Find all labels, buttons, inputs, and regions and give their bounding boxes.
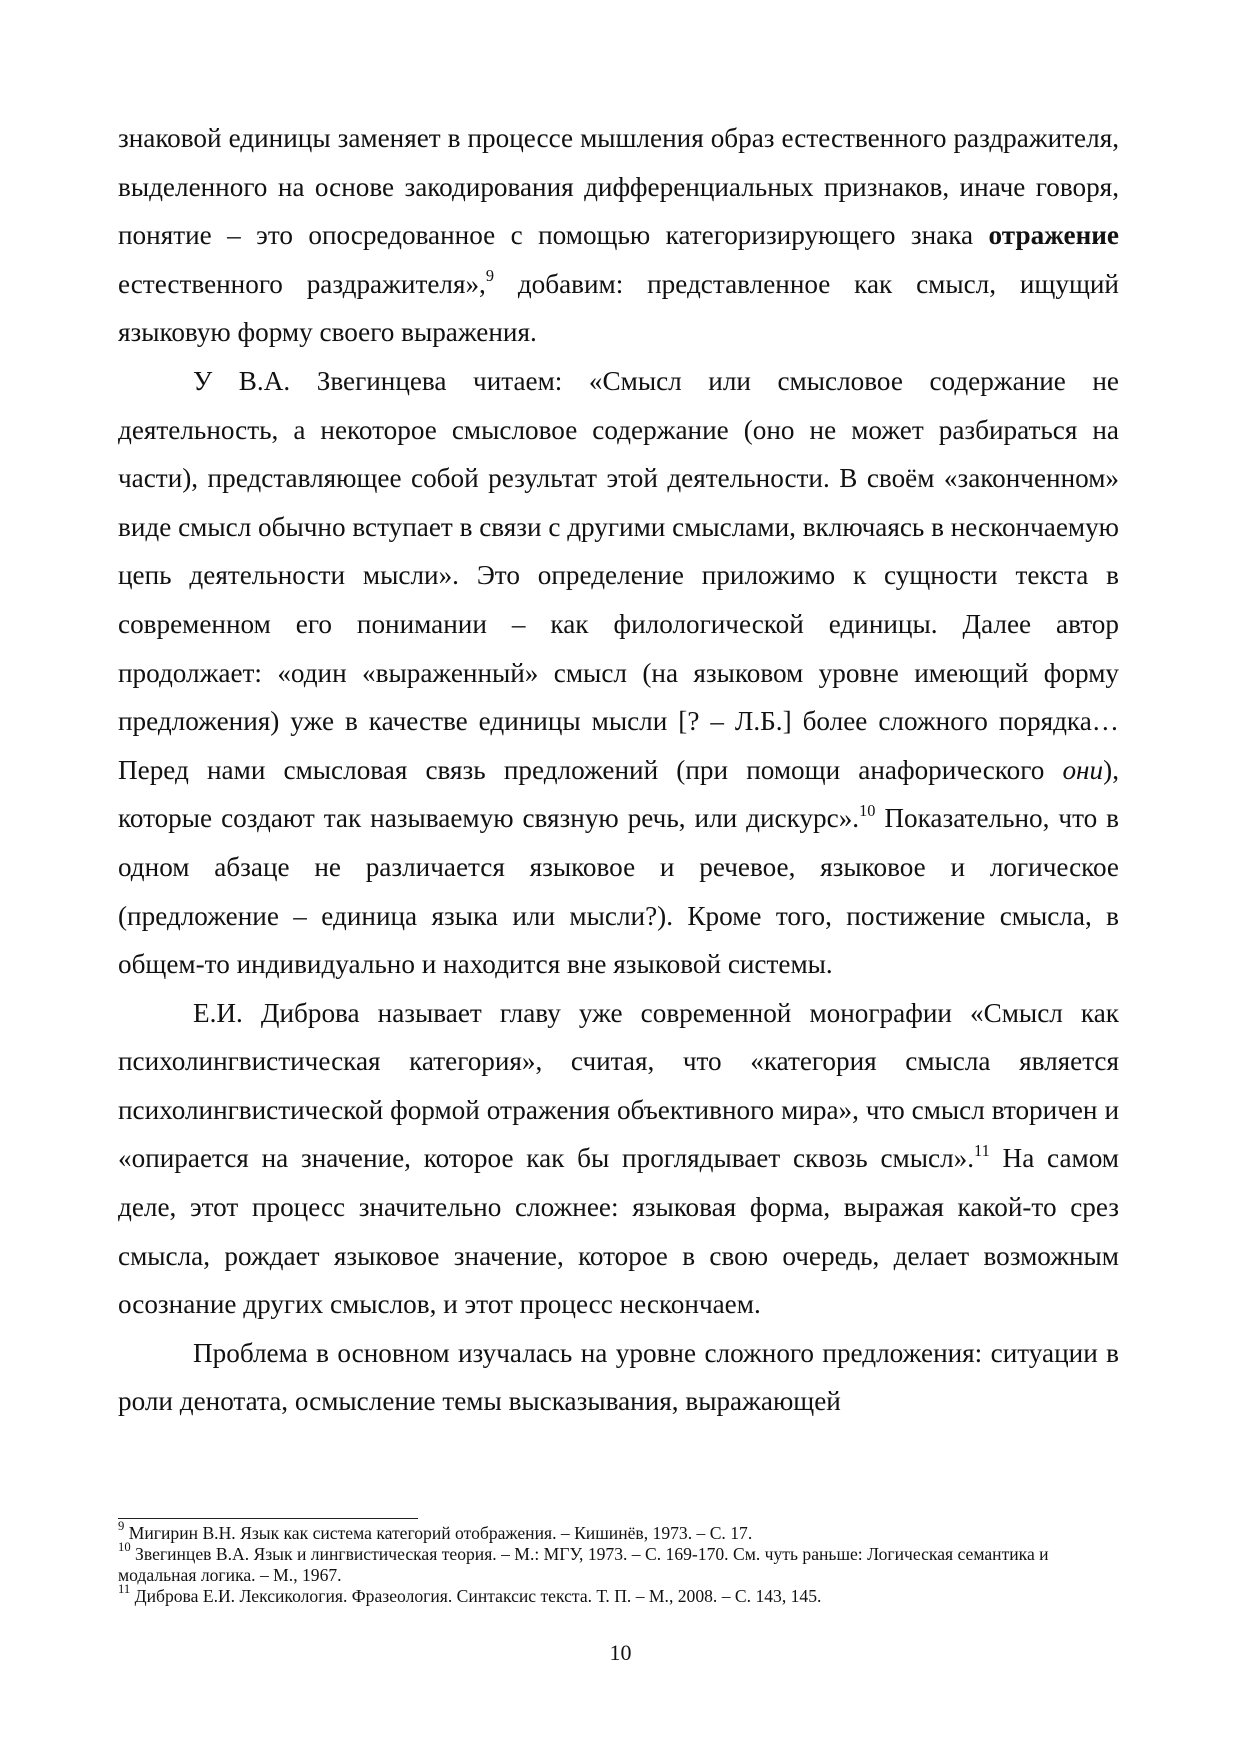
text-run: добавим: представленное как смысл, ищущий языковую форму своего выражения. xyxy=(118,268,1119,348)
body-text xyxy=(118,114,1119,1426)
footnote-ref: 9 xyxy=(485,266,495,286)
footnote-text: Диброва Е.И. Лексикология. Фразеология. Синтаксис текста. Т. П. – М., 2008. – С. 143, 145. xyxy=(130,1586,822,1606)
page-number: 10 xyxy=(609,1640,632,1665)
footnote-text: Мигирин В.Н. Язык как система категорий отображения. – Кишинёв, 1973. – С. 17. xyxy=(124,1523,753,1543)
footnote xyxy=(118,1519,1119,1544)
text-run: Е.И. Диброва называет главу уже современной монографии «Смысл как психолингвистическая категория», считая, что «категория смысла является психолингвистической формой отражения объективного мира», что смысл вторичен и «опирается на значение, которое как бы проглядывает сквозь смысл». xyxy=(118,997,1119,1174)
footnote-text: Звегинцев В.А. Язык и лингвистическая теория. – М.: МГУ, 1973. – С. 169-170. См. чуть раньше: Логическая семантика и модальная логика. – М., 1967. xyxy=(118,1544,1049,1585)
paragraph xyxy=(118,114,1119,357)
text-run: естественного раздражителя», xyxy=(118,268,486,299)
text-run: знаковой единицы заменяет в процессе мышления образ естественного раздражителя, выделенного на основе закодирования дифференциальных признаков, иначе говоря, понятие – это опосредованное с помощью категоризирующего знака xyxy=(118,123,1119,251)
text-run: ), которые создают так называемую связную речь, или дискурс». xyxy=(118,754,1119,834)
text-run: Проблема в основном изучалась на уровне сложного предложения: ситуации в роли денотата, осмысление темы высказывания, выражающей xyxy=(118,1337,1119,1417)
text-run: На самом деле, этот процесс значительно сложнее: языковая форма, выражая какой-то срез смысла, рождает языковое значение, которое в свою очередь, делает возможным осознание других смыслов, и этот процесс нескончаем. xyxy=(118,1143,1119,1320)
footnotes xyxy=(118,1519,1119,1607)
footnote xyxy=(118,1540,1119,1586)
text-run: У В.А. Звегинцева читаем: «Смысл или смысловое содержание не деятельность, а некоторое смысловое содержание (оно не может разбираться на части), представляющее собой результат этой деятельности. В своём «законченном» виде смысл обычно вступает в связи с другими смыслами, включаясь в нескончаемую цепь деятельности мысли». Это определение приложимо к сущности текста в современном его понимании – как филологической единицы. Далее автор продолжает: «один «выраженный» смысл (на языковом уровне имеющий форму предложения) уже в качестве единицы мысли [? – Л.Б.] более сложного порядка… Перед нами смысловая связь предложений (при помощи анафорического xyxy=(118,365,1119,785)
bold-term: отражение xyxy=(988,220,1119,251)
footnote-number: 10 xyxy=(118,1540,131,1555)
paragraph xyxy=(118,989,1119,1329)
footnote-number: 11 xyxy=(118,1582,131,1597)
footnote-ref: 11 xyxy=(974,1140,990,1160)
italic-term: они xyxy=(1062,754,1104,785)
footnote-separator xyxy=(118,1518,418,1519)
footnote-ref: 10 xyxy=(859,800,876,820)
paragraph xyxy=(118,1329,1119,1426)
paragraph xyxy=(118,357,1119,989)
footnote xyxy=(118,1582,1119,1607)
footnote-number: 9 xyxy=(118,1519,125,1534)
text-run: Показательно, что в одном абзаце не различается языковое и речевое, языковое и логическое (предложение – единица языка или мысли?). Кроме того, постижение смысла, в общем-то индивидуально и находится вне языковой системы. xyxy=(118,803,1120,980)
